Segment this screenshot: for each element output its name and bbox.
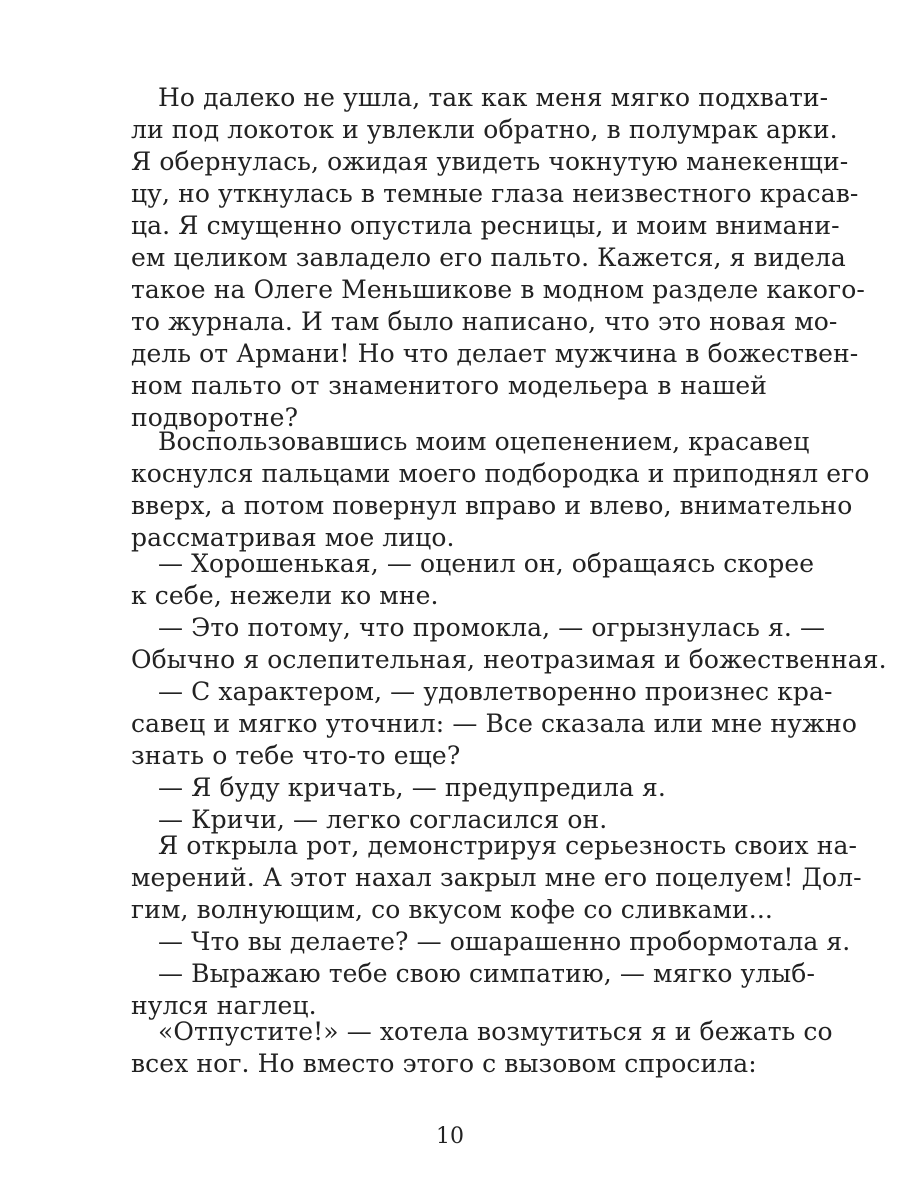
text-line: цу, но уткнулась в темные глаза неизвестного красав- [131, 179, 859, 208]
text-line: нулся наглец. [131, 991, 317, 1020]
text-line: Но далеко не ушла, так как меня мягко подхвати- [158, 83, 829, 112]
text-line: ли под локоток и увлекли обратно, в полумрак арки. [131, 115, 838, 144]
text-line: «Отпустите!» — хотела возмутиться я и бежать со [158, 1017, 833, 1046]
text-line: — Это потому, что промокла, — огрызнулась я. — [158, 613, 826, 642]
text-line: ца. Я смущенно опустила ресницы, и моим внимани- [131, 211, 840, 240]
text-line: — Выражаю тебе свою симпатию, — мягко улыб- [158, 959, 815, 988]
text-line: знать о тебе что-то еще? [131, 741, 461, 770]
text-line: Обычно я ослепительная, неотразимая и божественная. [131, 645, 887, 674]
text-line: ем целиком завладело его пальто. Кажется, я видела [131, 243, 846, 272]
text-line: — Хорошенькая, — оценил он, обращаясь скорее [158, 549, 815, 578]
page-number: 10 [436, 1124, 464, 1149]
text-line: гим, волнующим, со вкусом кофе со сливками... [131, 895, 773, 924]
text-line: Я обернулась, ожидая увидеть чокнутую манекенщи- [131, 147, 849, 176]
text-line: — Что вы делаете? — ошарашенно пробормотала я. [158, 927, 851, 956]
text-line: такое на Олеге Меньшикове в модном разделе какого- [131, 275, 865, 304]
text-line: Воспользовавшись моим оцепенением, красавец [158, 427, 810, 456]
text-line: коснулся пальцами моего подбородка и приподнял его [131, 459, 870, 488]
text-line: мерений. А этот нахал закрыл мне его поцелуем! Дол- [131, 863, 862, 892]
text-line: дель от Армани! Но что делает мужчина в божествен- [131, 339, 859, 368]
text-line: — Я буду кричать, — предупредила я. [158, 773, 666, 802]
text-line: к себе, нежели ко мне. [131, 581, 439, 610]
text-line: савец и мягко уточнил: — Все сказала или мне нужно [131, 709, 857, 738]
text-line: Я открыла рот, демонстрируя серьезность своих на- [158, 831, 858, 860]
text-line: то журнала. И там было написано, что это новая мо- [131, 307, 838, 336]
text-line: подворотне? [131, 403, 299, 432]
text-line: рассматривая мое лицо. [131, 523, 455, 552]
text-line: — С характером, — удовлетворенно произнес кра- [158, 677, 833, 706]
text-line: всех ног. Но вместо этого с вызовом спросила: [131, 1049, 757, 1078]
text-line: ном пальто от знаменитого модельера в нашей [131, 371, 767, 400]
text-line: вверх, а потом повернул вправо и влево, внимательно [131, 491, 853, 520]
text-line: — Кричи, — легко согласился он. [158, 805, 608, 834]
